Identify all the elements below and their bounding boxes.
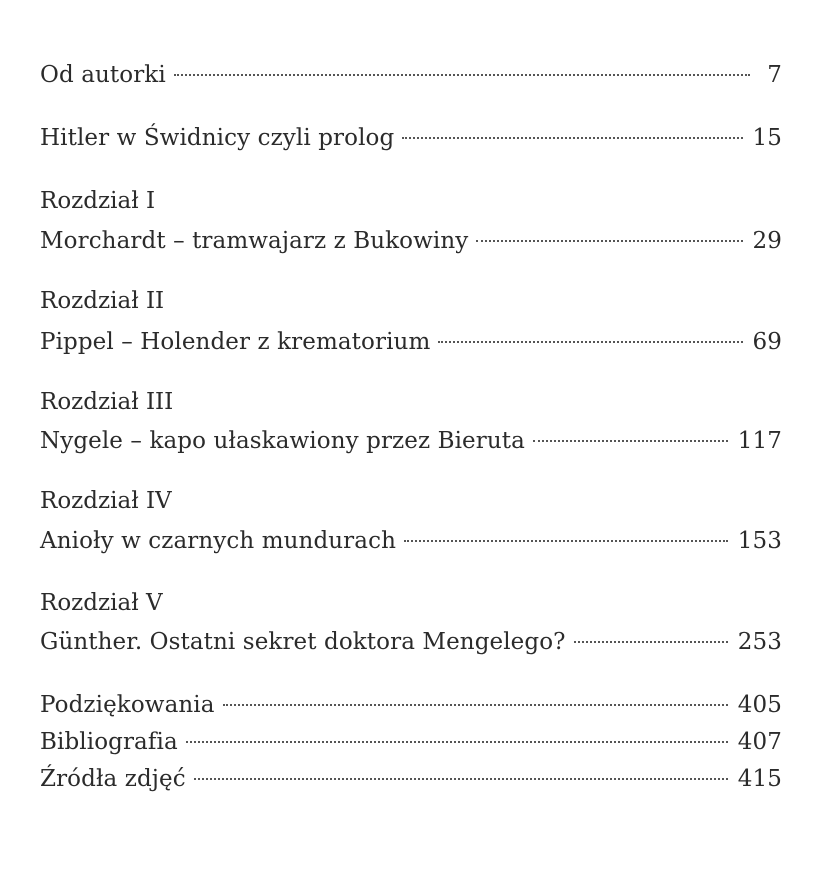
toc-entry-title: Pippel – Holender z krematorium <box>40 329 431 355</box>
dot-leader <box>223 704 728 706</box>
dot-leader <box>574 641 728 643</box>
toc-entry-page: 69 <box>752 329 782 355</box>
chapter-label: Rozdział II <box>40 288 165 314</box>
chapter-label: Rozdział III <box>40 389 174 415</box>
toc-entry-rozdzial-1 <box>40 224 782 258</box>
chapter-label: Rozdział V <box>40 590 163 616</box>
toc-entry-title: Podziękowania <box>40 692 215 718</box>
dot-leader <box>194 778 728 780</box>
toc-entry-rozdzial-3 <box>40 424 782 458</box>
toc-entry-title: Źródła zdjęć <box>40 766 186 792</box>
toc-entry-title: Hitler w Świdnicy czyli prolog <box>40 125 395 151</box>
toc-entry-title: Anioły w czarnych mundurach <box>40 528 396 554</box>
toc-entry-zrodla-zdjec <box>40 762 782 796</box>
toc-entry-rozdzial-4 <box>40 524 782 558</box>
toc-entry-title: Nygele – kapo ułaskawiony przez Bieruta <box>40 428 525 454</box>
dot-leader <box>174 74 750 76</box>
toc-entry-page: 117 <box>737 428 782 454</box>
dot-leader <box>438 341 742 343</box>
toc-entry-rozdzial-5 <box>40 625 782 659</box>
toc-entry-page: 7 <box>767 62 782 88</box>
toc-entry-page: 407 <box>737 729 782 755</box>
toc-entry-rozdzial-2 <box>40 325 782 359</box>
chapter-label: Rozdział IV <box>40 488 172 514</box>
toc-entry-title: Bibliografia <box>40 729 178 755</box>
dot-leader <box>186 741 728 743</box>
toc-entry-bibliografia <box>40 725 782 759</box>
toc-entry-podziekowania <box>40 688 782 722</box>
dot-leader <box>476 240 742 242</box>
toc-entry-page: 405 <box>737 692 782 718</box>
chapter-label: Rozdział I <box>40 188 156 214</box>
toc-entry-od-autorki <box>40 58 782 92</box>
toc-entry-page: 415 <box>737 766 782 792</box>
toc-entry-title: Od autorki <box>40 62 166 88</box>
toc-entry-page: 153 <box>737 528 782 554</box>
dot-leader <box>533 440 728 442</box>
toc-entry-page: 15 <box>752 125 782 151</box>
toc-entry-page: 253 <box>737 629 782 655</box>
toc-entry-title: Morchardt – tramwajarz z Bukowiny <box>40 228 469 254</box>
dot-leader <box>402 137 742 139</box>
dot-leader <box>404 540 728 542</box>
toc-entry-page: 29 <box>752 228 782 254</box>
toc-entry-prolog <box>40 121 782 155</box>
toc-entry-title: Günther. Ostatni sekret doktora Mengelego? <box>40 629 566 655</box>
